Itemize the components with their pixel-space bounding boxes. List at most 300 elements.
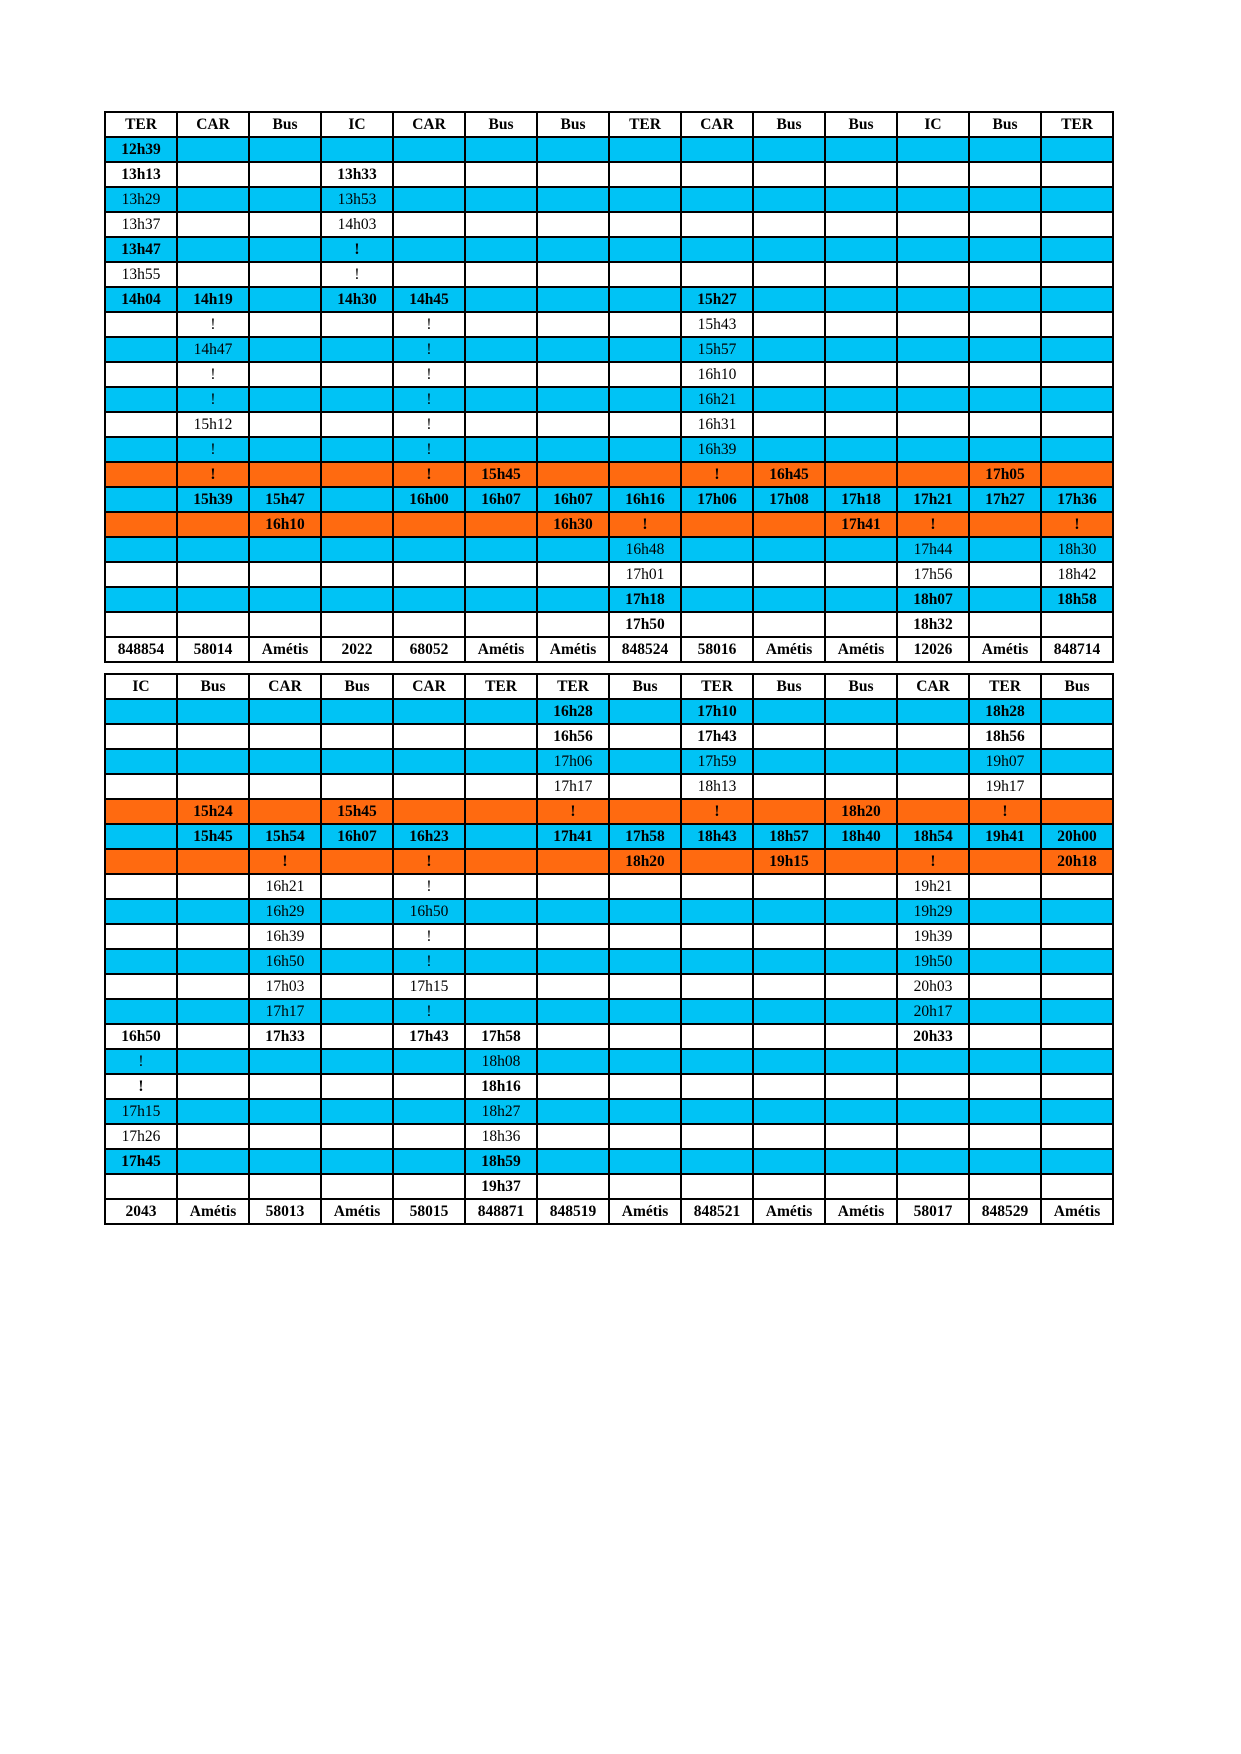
time-cell (609, 362, 681, 387)
time-cell: 19h50 (897, 949, 969, 974)
time-cell (465, 724, 537, 749)
time-cell (969, 312, 1041, 337)
time-cell (753, 1149, 825, 1174)
time-cell (537, 462, 609, 487)
time-cell (897, 724, 969, 749)
time-cell (249, 1174, 321, 1199)
time-cell (393, 1049, 465, 1074)
column-header: Bus (249, 112, 321, 137)
service-number-cell: 848529 (969, 1199, 1041, 1224)
time-cell (537, 362, 609, 387)
time-cell: 18h36 (465, 1124, 537, 1149)
time-cell (249, 537, 321, 562)
time-cell (177, 974, 249, 999)
time-cell (897, 1074, 969, 1099)
timetable-row (105, 237, 1113, 262)
time-cell (1041, 924, 1113, 949)
time-cell: 16h07 (537, 487, 609, 512)
time-cell: 20h33 (897, 1024, 969, 1049)
time-cell: 19h29 (897, 899, 969, 924)
time-cell: 15h45 (321, 799, 393, 824)
timetable-row (105, 999, 1113, 1024)
time-cell (537, 874, 609, 899)
time-cell (1041, 1099, 1113, 1124)
time-cell (249, 774, 321, 799)
timetable-row (105, 462, 1113, 487)
time-cell (753, 924, 825, 949)
column-header: Bus (465, 112, 537, 137)
time-cell (249, 362, 321, 387)
timetable-row (105, 187, 1113, 212)
time-cell: 17h59 (681, 749, 753, 774)
time-cell (825, 774, 897, 799)
time-cell (465, 974, 537, 999)
time-cell: ! (393, 437, 465, 462)
time-cell (681, 1099, 753, 1124)
time-cell (249, 412, 321, 437)
service-number-cell: Amétis (753, 1199, 825, 1224)
timetable-row (105, 874, 1113, 899)
column-header: Bus (753, 674, 825, 699)
time-cell: 20h17 (897, 999, 969, 1024)
time-cell: 19h41 (969, 824, 1041, 849)
time-cell (753, 562, 825, 587)
time-cell (465, 262, 537, 287)
time-cell (681, 999, 753, 1024)
time-cell: 16h16 (609, 487, 681, 512)
time-cell (393, 1149, 465, 1174)
time-cell (753, 312, 825, 337)
time-cell (609, 237, 681, 262)
time-cell (465, 899, 537, 924)
time-cell: 17h43 (681, 724, 753, 749)
time-cell: 14h03 (321, 212, 393, 237)
time-cell (1041, 337, 1113, 362)
time-cell (177, 749, 249, 774)
time-cell (681, 562, 753, 587)
time-cell (681, 849, 753, 874)
time-cell (897, 1124, 969, 1149)
time-cell: 14h30 (321, 287, 393, 312)
time-cell (537, 1124, 609, 1149)
time-cell (825, 587, 897, 612)
time-cell: 18h20 (825, 799, 897, 824)
time-cell (897, 1049, 969, 1074)
service-number-cell: 58014 (177, 637, 249, 662)
time-cell: ! (393, 999, 465, 1024)
time-cell (825, 849, 897, 874)
timetable-row (105, 412, 1113, 437)
time-cell (105, 749, 177, 774)
time-cell: ! (177, 312, 249, 337)
time-cell: 18h08 (465, 1049, 537, 1074)
service-number-cell: Amétis (249, 637, 321, 662)
timetable-row (105, 1049, 1113, 1074)
time-cell (897, 1099, 969, 1124)
time-cell (105, 387, 177, 412)
time-cell (177, 512, 249, 537)
column-header: CAR (393, 112, 465, 137)
time-cell (825, 462, 897, 487)
time-cell (969, 212, 1041, 237)
time-cell: 19h21 (897, 874, 969, 899)
time-cell (969, 362, 1041, 387)
time-cell (537, 237, 609, 262)
time-cell (897, 237, 969, 262)
time-cell: 17h45 (105, 1149, 177, 1174)
time-cell (393, 1074, 465, 1099)
timetable-row (105, 387, 1113, 412)
time-cell: ! (105, 1074, 177, 1099)
time-cell: 14h47 (177, 337, 249, 362)
time-cell (825, 974, 897, 999)
time-cell: 13h37 (105, 212, 177, 237)
timetable-row (105, 899, 1113, 924)
time-cell (753, 187, 825, 212)
column-header: Bus (1041, 674, 1113, 699)
time-cell (753, 1174, 825, 1199)
time-cell (249, 387, 321, 412)
time-cell (321, 137, 393, 162)
service-number-cell: Amétis (177, 1199, 249, 1224)
time-cell (105, 412, 177, 437)
time-cell (537, 999, 609, 1024)
time-cell (753, 512, 825, 537)
time-cell: 16h45 (753, 462, 825, 487)
time-cell (177, 924, 249, 949)
time-cell: 18h40 (825, 824, 897, 849)
time-cell: 19h07 (969, 749, 1041, 774)
time-cell (753, 999, 825, 1024)
time-cell (321, 387, 393, 412)
time-cell: ! (1041, 512, 1113, 537)
time-cell (105, 949, 177, 974)
time-cell (465, 849, 537, 874)
time-cell (105, 824, 177, 849)
time-cell (321, 1099, 393, 1124)
column-header: Bus (825, 112, 897, 137)
time-cell (537, 162, 609, 187)
time-cell (1041, 974, 1113, 999)
time-cell (969, 612, 1041, 637)
time-cell: 17h05 (969, 462, 1041, 487)
time-cell (177, 774, 249, 799)
time-cell (105, 437, 177, 462)
time-cell: 17h58 (609, 824, 681, 849)
time-cell (249, 187, 321, 212)
time-cell (537, 412, 609, 437)
time-cell (1041, 749, 1113, 774)
service-number-cell: 848524 (609, 637, 681, 662)
time-cell (1041, 162, 1113, 187)
time-cell (753, 612, 825, 637)
time-cell (969, 924, 1041, 949)
time-cell (681, 1074, 753, 1099)
time-cell (897, 387, 969, 412)
time-cell: ! (177, 462, 249, 487)
time-cell (105, 924, 177, 949)
time-cell (681, 212, 753, 237)
time-cell (753, 1074, 825, 1099)
time-cell (177, 1099, 249, 1124)
timetable-row (105, 774, 1113, 799)
time-cell: 13h47 (105, 237, 177, 262)
time-cell (537, 287, 609, 312)
time-cell: 16h21 (249, 874, 321, 899)
time-cell (465, 699, 537, 724)
time-cell: 19h17 (969, 774, 1041, 799)
time-cell (105, 974, 177, 999)
time-cell (249, 1099, 321, 1124)
time-cell: 15h39 (177, 487, 249, 512)
timetable-row (105, 699, 1113, 724)
time-cell (825, 387, 897, 412)
time-cell (537, 312, 609, 337)
time-cell (393, 137, 465, 162)
time-cell (897, 749, 969, 774)
time-cell: 13h13 (105, 162, 177, 187)
time-cell (753, 137, 825, 162)
service-number-cell: Amétis (537, 637, 609, 662)
time-cell (1041, 462, 1113, 487)
time-cell (609, 1149, 681, 1174)
time-cell: 18h58 (1041, 587, 1113, 612)
time-cell (969, 337, 1041, 362)
time-cell: ! (897, 849, 969, 874)
time-cell (609, 899, 681, 924)
time-cell (177, 587, 249, 612)
time-cell (753, 899, 825, 924)
time-cell (393, 262, 465, 287)
time-cell (177, 537, 249, 562)
service-number-cell: 848521 (681, 1199, 753, 1224)
time-cell: 20h03 (897, 974, 969, 999)
time-cell: 17h17 (537, 774, 609, 799)
column-header: TER (537, 674, 609, 699)
time-cell (1041, 1124, 1113, 1149)
time-cell (321, 999, 393, 1024)
time-cell (753, 387, 825, 412)
service-number-cell: 58016 (681, 637, 753, 662)
time-cell: ! (393, 387, 465, 412)
time-cell (537, 612, 609, 637)
timetable-row (105, 487, 1113, 512)
column-header: Bus (537, 112, 609, 137)
timetable-row (105, 162, 1113, 187)
time-cell (825, 337, 897, 362)
time-cell (177, 899, 249, 924)
time-cell (969, 387, 1041, 412)
time-cell (105, 562, 177, 587)
time-cell (825, 899, 897, 924)
time-cell (105, 612, 177, 637)
time-cell (969, 999, 1041, 1024)
time-cell (753, 287, 825, 312)
time-cell (897, 1149, 969, 1174)
time-cell (465, 187, 537, 212)
time-cell (1041, 724, 1113, 749)
time-cell (753, 1099, 825, 1124)
time-cell (969, 874, 1041, 899)
column-header: IC (321, 112, 393, 137)
time-cell (681, 1049, 753, 1074)
time-cell: 18h57 (753, 824, 825, 849)
time-cell (105, 512, 177, 537)
time-cell: 16h29 (249, 899, 321, 924)
time-cell: 15h45 (177, 824, 249, 849)
time-cell (825, 699, 897, 724)
time-cell (1041, 287, 1113, 312)
column-header: CAR (177, 112, 249, 137)
timetable-row (105, 287, 1113, 312)
service-number-cell: 58013 (249, 1199, 321, 1224)
time-cell (609, 462, 681, 487)
time-cell (969, 1124, 1041, 1149)
time-cell (1041, 699, 1113, 724)
timetable-row (105, 849, 1113, 874)
time-cell (465, 137, 537, 162)
time-cell: 17h27 (969, 487, 1041, 512)
time-cell: 16h28 (537, 699, 609, 724)
time-cell: 15h27 (681, 287, 753, 312)
time-cell: 15h12 (177, 412, 249, 437)
time-cell (105, 699, 177, 724)
time-cell (537, 1024, 609, 1049)
time-cell (321, 562, 393, 587)
time-cell (969, 287, 1041, 312)
time-cell (1041, 212, 1113, 237)
column-header: Bus (609, 674, 681, 699)
time-cell (249, 749, 321, 774)
time-cell (537, 1074, 609, 1099)
time-cell: 16h00 (393, 487, 465, 512)
column-header: Bus (825, 674, 897, 699)
service-number-row (105, 1199, 1113, 1224)
time-cell (897, 362, 969, 387)
timetable-row (105, 587, 1113, 612)
time-cell (753, 1024, 825, 1049)
time-cell (393, 1124, 465, 1149)
time-cell (609, 312, 681, 337)
time-cell (393, 799, 465, 824)
time-cell (249, 337, 321, 362)
time-cell (249, 137, 321, 162)
time-cell: ! (897, 512, 969, 537)
time-cell: ! (393, 849, 465, 874)
time-cell (393, 512, 465, 537)
time-cell (825, 362, 897, 387)
time-cell (825, 312, 897, 337)
time-cell (537, 562, 609, 587)
time-cell (825, 437, 897, 462)
time-cell (465, 362, 537, 387)
time-cell (393, 749, 465, 774)
timetable-row (105, 824, 1113, 849)
time-cell (465, 874, 537, 899)
time-cell (249, 312, 321, 337)
time-cell (537, 949, 609, 974)
time-cell (537, 1099, 609, 1124)
time-cell (753, 362, 825, 387)
time-cell (177, 562, 249, 587)
time-cell (393, 187, 465, 212)
time-cell (681, 162, 753, 187)
time-cell (177, 1124, 249, 1149)
time-cell: 17h26 (105, 1124, 177, 1149)
time-cell (609, 1024, 681, 1049)
time-cell (1041, 999, 1113, 1024)
time-cell (177, 187, 249, 212)
time-cell: 16h30 (537, 512, 609, 537)
timetable-row (105, 312, 1113, 337)
time-cell (321, 1124, 393, 1149)
time-cell (609, 137, 681, 162)
time-cell (249, 212, 321, 237)
time-cell (681, 137, 753, 162)
time-cell (969, 162, 1041, 187)
timetable-row (105, 137, 1113, 162)
time-cell (681, 237, 753, 262)
time-cell: 19h39 (897, 924, 969, 949)
time-cell (897, 337, 969, 362)
time-cell (321, 724, 393, 749)
time-cell: ! (393, 949, 465, 974)
time-cell (393, 774, 465, 799)
time-cell: 13h33 (321, 162, 393, 187)
time-cell (321, 512, 393, 537)
time-cell (825, 287, 897, 312)
column-header: IC (897, 112, 969, 137)
service-number-cell: Amétis (969, 637, 1041, 662)
time-cell (537, 899, 609, 924)
time-cell: 16h10 (681, 362, 753, 387)
timetable-row (105, 924, 1113, 949)
column-header: CAR (249, 674, 321, 699)
time-cell (321, 949, 393, 974)
time-cell (177, 999, 249, 1024)
time-cell (969, 237, 1041, 262)
time-cell (969, 262, 1041, 287)
service-number-cell: Amétis (825, 1199, 897, 1224)
time-cell: 20h18 (1041, 849, 1113, 874)
time-cell (609, 412, 681, 437)
time-cell (1041, 1024, 1113, 1049)
service-number-cell: 848854 (105, 637, 177, 662)
timetable-row (105, 437, 1113, 462)
service-number-cell: 848519 (537, 1199, 609, 1224)
time-cell (537, 974, 609, 999)
time-cell: 16h50 (105, 1024, 177, 1049)
time-cell (537, 437, 609, 462)
time-cell (825, 562, 897, 587)
time-cell (609, 699, 681, 724)
time-cell: 16h23 (393, 824, 465, 849)
time-cell (897, 1174, 969, 1199)
column-header: TER (609, 112, 681, 137)
time-cell: 18h20 (609, 849, 681, 874)
time-cell (1041, 187, 1113, 212)
time-cell (681, 612, 753, 637)
time-cell (537, 1174, 609, 1199)
time-cell (393, 537, 465, 562)
time-cell: 14h19 (177, 287, 249, 312)
time-cell: 15h57 (681, 337, 753, 362)
time-cell (249, 1074, 321, 1099)
time-cell (825, 137, 897, 162)
time-cell: 17h18 (609, 587, 681, 612)
time-cell (753, 212, 825, 237)
time-cell: 18h27 (465, 1099, 537, 1124)
